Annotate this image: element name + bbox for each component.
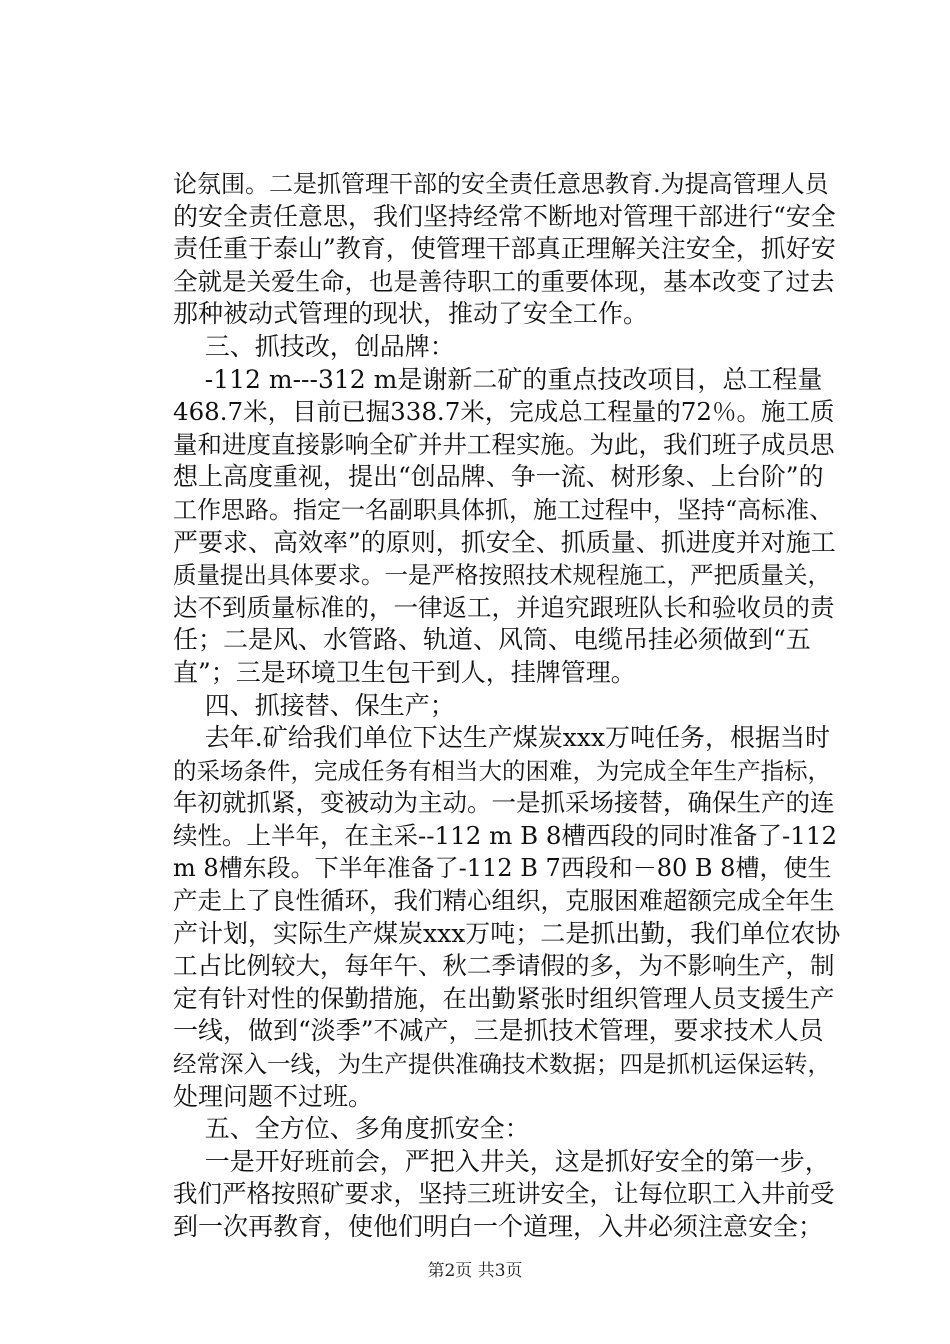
text-line: 去年.矿给我们单位下达生产煤炭xxx万吨任务，根据当时 bbox=[173, 723, 831, 753]
text-line: 任；二是风、水管路、轨道、风筒、电缆吊挂必须做到“五 bbox=[173, 625, 811, 655]
text-line: 468.7米，目前已掘338.7米，完成总工程量的72％。施工质 bbox=[173, 397, 835, 427]
text-line: 工占比例较大，每年午、秋二季请假的多，为不影响生产，制 bbox=[173, 951, 835, 981]
text-line: 达不到质量标准的，一律返工，并追究跟班队长和验收员的责 bbox=[173, 592, 835, 622]
text-line: 产计划，实际生产煤炭xxx万吨；二是抓出勤，我们单位农协 bbox=[173, 918, 841, 948]
text-line: 的采场条件，完成任务有相当大的困难，为完成全年生产指标， bbox=[173, 756, 831, 785]
text-line: 我们严格按照矿要求，坚持三班讲安全，让每位职工入井前受 bbox=[173, 1179, 835, 1209]
text-line: 直”；三是环境卫生包干到人，挂牌管理。 bbox=[173, 657, 636, 687]
text-line: 产走上了良性循环，我们精心组织，克服困难超额完成全年生 bbox=[173, 886, 835, 916]
text-line: 责任重于泰山”教育，使管理干部真正理解关注安全，抓好安 bbox=[173, 234, 836, 264]
text-line: 定有针对性的保勤措施，在出勤紧张时组织管理人员支援生产 bbox=[173, 983, 835, 1013]
text-line: 论氛围。二是抓管理干部的安全责任意思教育.为提高管理人员 bbox=[173, 170, 829, 198]
text-line: 全就是关爱生命，也是善待职工的重要体现，基本改变了过去 bbox=[173, 266, 835, 296]
document-body bbox=[173, 168, 841, 1244]
text-line: 年初就抓紧，变被动为主动。一是抓采场接替，确保生产的连 bbox=[173, 788, 835, 818]
text-line: 量和进度直接影响全矿并井工程实施。为此，我们班子成员思 bbox=[173, 429, 835, 459]
text-line: 经常深入一线，为生产提供准确技术数据；四是抓机运保运转， bbox=[173, 1050, 831, 1079]
section-heading: 四、抓接替、保生产； bbox=[173, 690, 455, 720]
section-heading: 五、全方位、多角度抓安全： bbox=[173, 1114, 530, 1144]
text-line: 工作思路。指定一名副职具体抓，施工过程中，坚持“高标准、 bbox=[173, 495, 834, 524]
section-heading: 三、抓技改，创品牌： bbox=[173, 331, 455, 361]
text-line: 续性。上半年，在主采--112 m B 8槽西段的同时准备了-112 bbox=[173, 820, 838, 850]
text-line: 一线，做到“淡季”不减产，三是抓技术管理，要求技术人员 bbox=[173, 1016, 824, 1046]
text-line: 到一次再教育，使他们明白一个道理，入井必须注意安全； bbox=[173, 1212, 824, 1241]
text-line: 质量提出具体要求。一是严格按照技术规程施工，严把质量关， bbox=[173, 561, 831, 590]
text-line: 那种被动式管理的现状，推动了安全工作。 bbox=[173, 299, 649, 329]
text-line: 一是开好班前会，严把入井关，这是抓好安全的第一步， bbox=[173, 1146, 830, 1176]
text-line: 的安全责任意思，我们坚持经常不断地对管理干部进行“安全 bbox=[173, 201, 836, 231]
text-line: m 8槽东段。下半年准备了-112 B 7西段和－80 B 8槽，使生 bbox=[173, 854, 832, 883]
text-line: 严要求、高效率”的原则，抓安全、抓质量、抓进度并对施工 bbox=[173, 527, 836, 557]
text-line: 处理问题不过班。 bbox=[173, 1081, 374, 1111]
page-number-footer: 第2页 共3页 bbox=[427, 1261, 523, 1281]
text-line: -112 m---312 m是谢新二矿的重点技改项目，总工程量 bbox=[173, 364, 823, 394]
text-line: 想上高度重视，提出“创品牌、争一流、树形象、上台阶”的 bbox=[173, 462, 824, 492]
